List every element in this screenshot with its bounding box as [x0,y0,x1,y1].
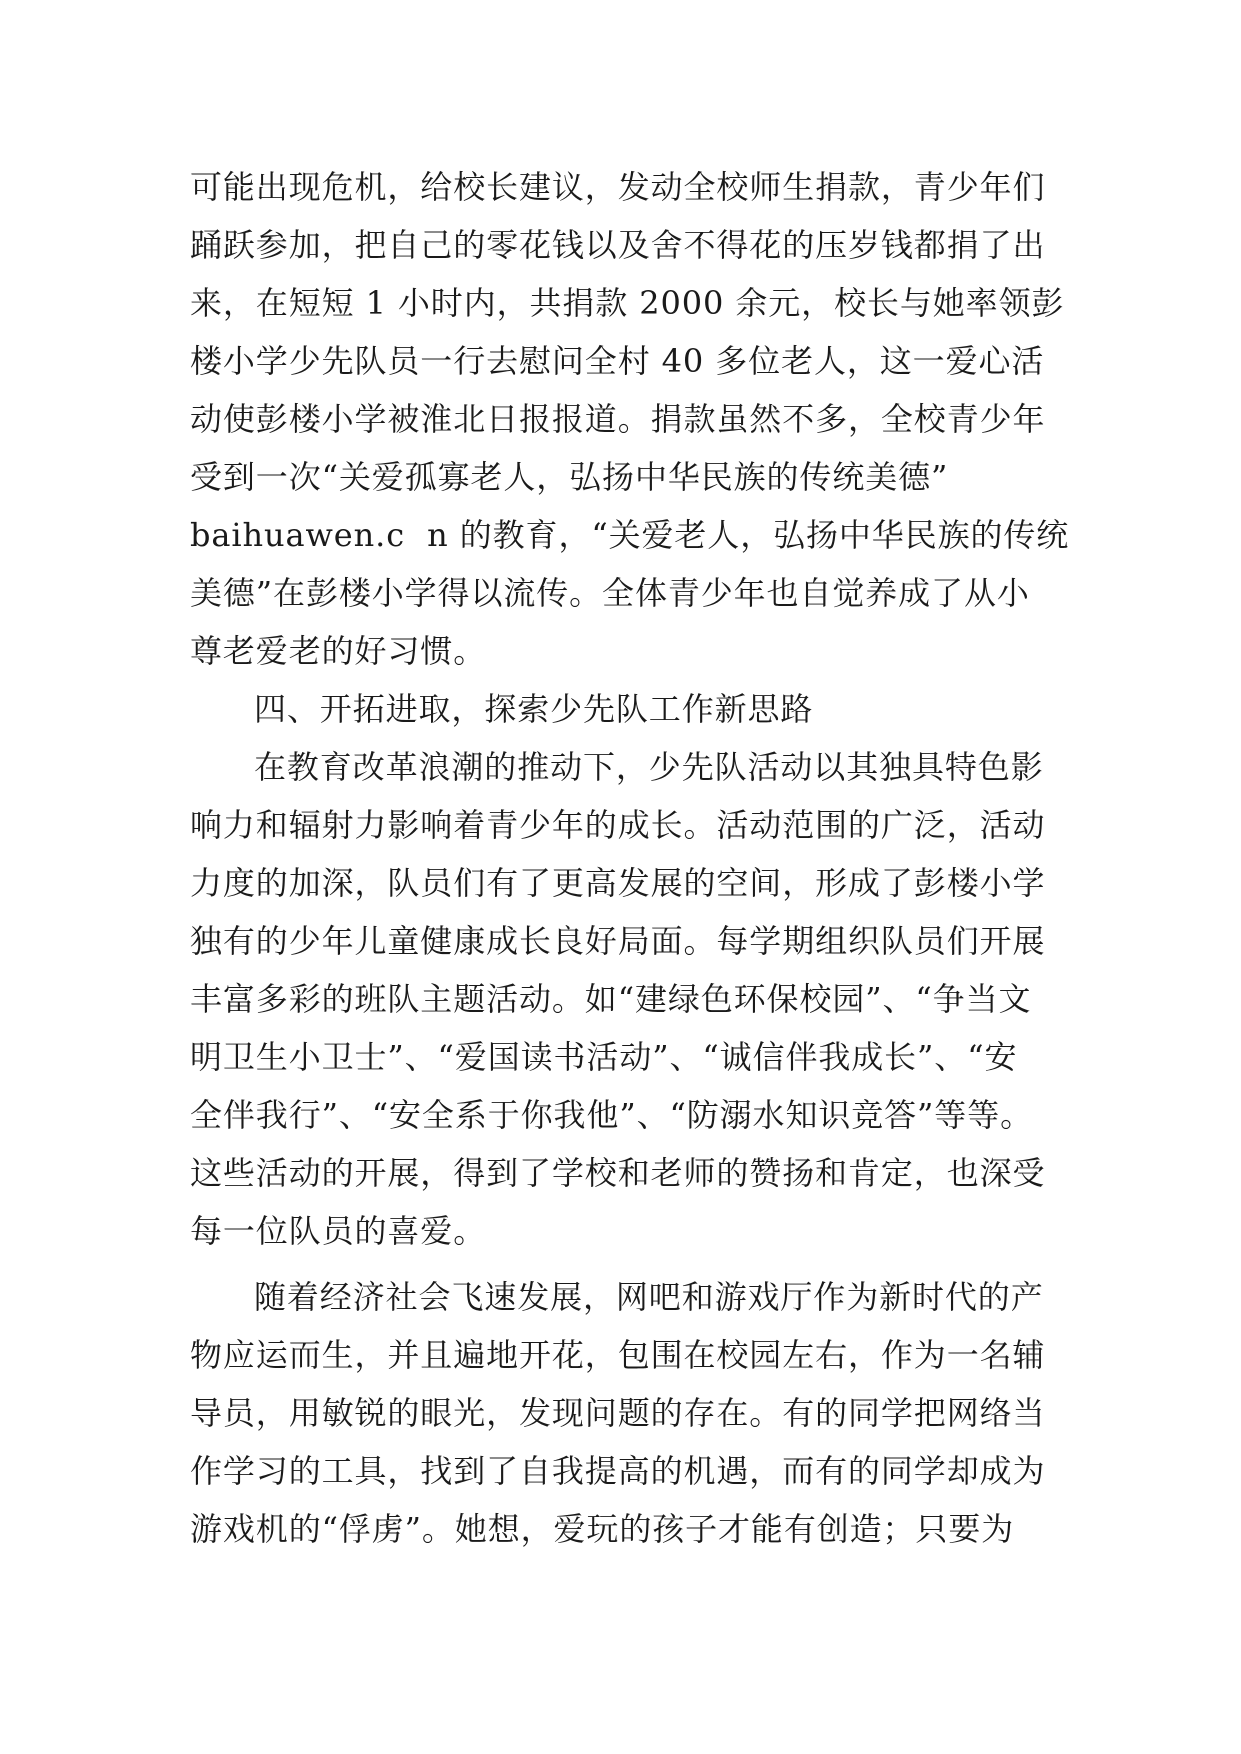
text-line: 美德”在彭楼小学得以流传。全体青少年也自觉养成了从小 [190,574,1030,612]
text-line: 动使彭楼小学被淮北日报报道。捐款虽然不多，全校青少年 [190,400,1046,438]
text-line: 受到一次“关爱孤寡老人，弘扬中华民族的传统美德” [190,458,949,496]
text-line: 作学习的工具，找到了自我提高的机遇，而有的同学却成为 [190,1452,1046,1490]
text-line: 力度的加深，队员们有了更高发展的空间，形成了彭楼小学 [190,864,1046,902]
text-line: 楼小学少先队员一行去慰问全村 40 多位老人，这一爱心活 [190,342,1045,380]
text-line: 可能出现危机，给校长建议，发动全校师生捐款，青少年们 [190,168,1046,206]
text-line: 物应运而生，并且遍地开花，包围在校园左右，作为一名辅 [190,1336,1046,1374]
text-line: 每一位队员的喜爱。 [190,1212,487,1250]
text-line: 这些活动的开展，得到了学校和老师的赞扬和肯定，也深受 [190,1154,1046,1192]
text-line: 在教育改革浪潮的推动下，少先队活动以其独具特色影 [254,748,1044,786]
text-line: 导员，用敏锐的眼光，发现问题的存在。有的同学把网络当 [190,1394,1046,1432]
text-line: 明卫生小卫士”、“爱国读书活动”、“诚信伴我成长”、“安 [190,1038,1018,1076]
text-line: 丰富多彩的班队主题活动。如“建绿色环保校园”、“争当文 [190,980,1032,1018]
text-line: baihuawen.c n 的教育，“关爱老人，弘扬中华民族的传统 [190,516,1070,554]
text-line: 全伴我行”、“安全系于你我他”、“防溺水知识竞答”等等。 [190,1096,1033,1134]
text-line: 来，在短短 1 小时内，共捐款 2000 余元，校长与她率领彭 [190,284,1065,322]
section-heading: 四、开拓进取，探索少先队工作新思路 [254,690,814,728]
text-line: 游戏机的“俘虏”。她想，爱玩的孩子才能有创造；只要为 [190,1510,1015,1548]
body-text [190,158,1070,1558]
text-line: 尊老爱老的好习惯。 [190,632,487,670]
text-line: 响力和辐射力影响着青少年的成长。活动范围的广泛，活动 [190,806,1046,844]
text-line: 踊跃参加，把自己的零花钱以及舍不得花的压岁钱都捐了出 [190,226,1046,264]
text-line: 随着经济社会飞速发展，网吧和游戏厅作为新时代的产 [254,1278,1044,1316]
text-line: 独有的少年儿童健康成长良好局面。每学期组织队员们开展 [190,922,1046,960]
